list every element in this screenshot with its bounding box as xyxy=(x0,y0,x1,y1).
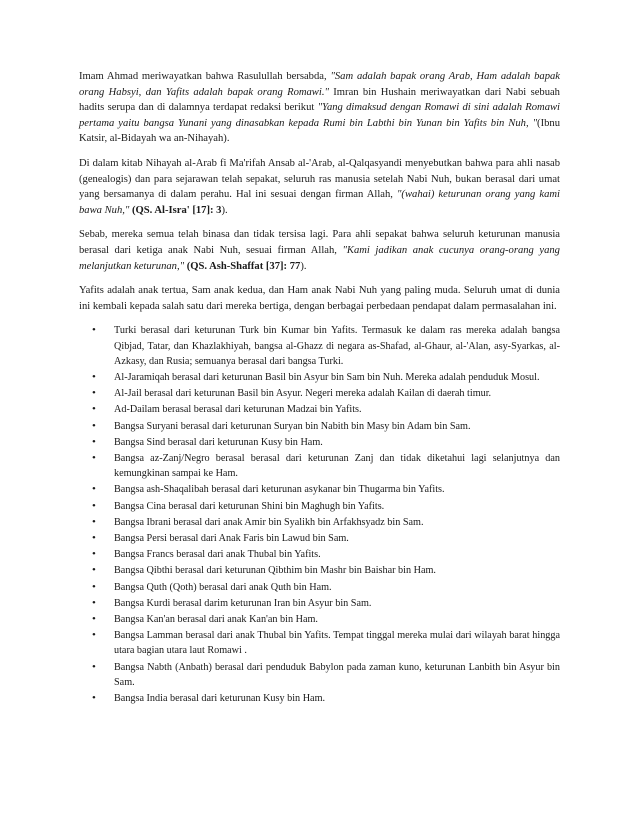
list-item-text: Turki berasal dari keturunan Turk bin Kumar bin Yafits. Termasuk ke dalam ras mereka adalah bangsa Qibjad, Tatar, dan Khazlakhiyah, bangsa al-Ghazz di negara as-Shafad, al-Ghaur, al-'Alan, asy-Syarkas, al-Azkasy, dan Rusia; semuanya berasal dari bangsa Turki. xyxy=(114,325,560,367)
p1-text-a: Imam Ahmad meriwayatkan bahwa Rasulullah bersabda, xyxy=(79,71,331,82)
bullet-icon: • xyxy=(92,324,96,337)
p3-quote: "Kami jadikan anak cucunya orang-orang yang melanjutkan keturunan," xyxy=(79,244,560,272)
list-item-text: Bangsa Cina berasal dari keturunan Shini bin Maghugh bin Yafits. xyxy=(114,500,385,512)
list-item-text: Ad-Dailam berasal berasal dari keturunan Madzai bin Yafits. xyxy=(114,404,362,416)
bullet-icon: • xyxy=(92,629,96,642)
list-item-text: Bangsa Lamman berasal dari anak Thubal bin Yafits. Tempat tinggal mereka mulai dari wilayah barat hingga utara bagian utara laut Romawi . xyxy=(114,630,560,657)
bullet-icon: • xyxy=(92,483,96,496)
p3-text-d: ). xyxy=(300,260,307,272)
list-item xyxy=(79,515,560,530)
list-item-text: Bangsa Kan'an berasal dari anak Kan'an bin Ham. xyxy=(114,613,318,625)
p2-quote: "(wahai) keturunan orang yang kami bawa Nuh," xyxy=(79,189,560,216)
bullet-icon: • xyxy=(92,419,96,432)
paragraph-2 xyxy=(79,156,560,218)
list-item-text: Bangsa Sind berasal dari keturunan Kusy bin Ham. xyxy=(114,436,323,448)
list-item xyxy=(79,612,560,627)
list-item xyxy=(79,386,560,401)
bullet-icon: • xyxy=(92,499,96,512)
bullet-icon: • xyxy=(92,435,96,448)
list-item-text: Bangsa Qibthi berasal dari keturunan Qibthim bin Mashr bin Baishar bin Ham. xyxy=(114,565,436,577)
list-item xyxy=(79,660,560,690)
list-item xyxy=(79,402,560,417)
bullet-icon: • xyxy=(92,403,96,416)
p2-text-d: ). xyxy=(221,204,228,216)
list-item-text: Bangsa az-Zanj/Negro berasal berasal dari keturunan Zanj dan tidak diketahui lagi selanjutnya dan kemungkinan sampai ke Ham. xyxy=(114,452,560,480)
bullet-icon: • xyxy=(92,596,96,609)
list-item xyxy=(79,482,560,497)
bullet-icon: • xyxy=(92,691,96,704)
list-item xyxy=(79,370,560,385)
list-item xyxy=(79,596,560,611)
p3-citation: (QS. Ash-Shaffat [37]: 77 xyxy=(184,260,301,272)
list-item xyxy=(79,547,560,562)
bullet-list xyxy=(79,323,560,706)
bullet-icon: • xyxy=(92,660,96,673)
list-item xyxy=(79,451,560,481)
bullet-icon: • xyxy=(92,451,96,464)
list-item xyxy=(79,323,560,369)
document-page xyxy=(79,69,560,707)
bullet-icon: • xyxy=(92,548,96,561)
bullet-icon: • xyxy=(92,564,96,577)
list-item xyxy=(79,580,560,595)
bullet-icon: • xyxy=(92,531,96,544)
bullet-icon: • xyxy=(92,387,96,400)
list-item-text: Bangsa Ibrani berasal dari anak Amir bin Syalikh bin Arfakhsyadz bin Sam. xyxy=(114,516,424,528)
p2-citation: (QS. Al-Isra' [17]: 3 xyxy=(129,204,222,216)
list-item xyxy=(79,628,560,658)
list-item-text: Bangsa Nabth (Anbath) berasal dari penduduk Babylon pada zaman kuno, keturunan Lanbith bin Asyur bin Sam. xyxy=(114,661,560,688)
bullet-icon: • xyxy=(92,515,96,528)
list-item-text: Bangsa Kurdi berasal darim keturunan Iran bin Asyur bin Sam. xyxy=(114,597,372,609)
paragraph-4: Yafits adalah anak tertua, Sam anak kedua, dan Ham anak Nabi Nuh yang paling muda. Seluruh umat di dunia ini kembali kepada salah satu dari mereka bertiga, dengan berbagai perbedaan pendapat dalam permasalahan ini. xyxy=(79,285,560,312)
list-item xyxy=(79,563,560,578)
p2-text-a: Di dalam kitab Nihayah al-Arab fi Ma'rifah Ansab al-'Arab, al-Qalqasyandi menyebutkan bahwa para ahli nasab (genealogis) dan para sejarawan telah sepakat, seluruh ras manusia setelah Nabi Nuh, bukan berasal dari umat yang bersamanya di dalam perahu. Hal ini sesuai dengan firman Allah, xyxy=(79,157,560,201)
bullet-icon: • xyxy=(92,612,96,625)
list-item xyxy=(79,499,560,514)
list-item-text: Bangsa ash-Shaqalibah berasal dari keturunan asykanar bin Thugarma bin Yafits. xyxy=(114,484,445,496)
list-item xyxy=(79,419,560,434)
p3-text-a: Sebab, mereka semua telah binasa dan tidak tersisa lagi. Para ahli sepakat bahwa seluruh keturunan manusia berasal dari ketiga anak Nabi Nuh, sesuai firman Allah, xyxy=(79,229,560,256)
list-item-text: Bangsa Suryani berasal dari keturunan Suryan bin Nabith bin Masy bin Adam bin Sam. xyxy=(114,420,471,432)
bullet-icon: • xyxy=(92,370,96,383)
list-item xyxy=(79,435,560,450)
p1-quote-romawi: "Yang dimaksud dengan Romawi di sini adalah Romawi pertama yaitu bangsa Yunani yang dinasabkan kepada Rumi bin Labthi bin Yunan bin Yafits bin Nuh, " xyxy=(79,102,560,129)
p1-quote-hadith: "Sam adalah bapak orang Arab, Ham adalah bapak orang Habsyi, dan Yafits adalah bapak orang Romawi." xyxy=(79,71,560,98)
p1-text-c: Imran bin Hushain meriwayatkan dari Nabi sebuah hadits serupa dan di dalamnya terdapat redaksi berikut xyxy=(79,86,560,114)
list-item-text: Bangsa Francs berasal dari anak Thubal bin Yafits. xyxy=(114,549,321,561)
bullet-icon: • xyxy=(92,580,96,593)
paragraph-1 xyxy=(79,69,560,147)
list-item-text: Bangsa Persi berasal dari Anak Faris bin Lawud bin Sam. xyxy=(114,532,349,544)
p1-citation: (Ibnu Katsir, al-Bidayah wa an-Nihayah). xyxy=(79,117,560,145)
list-item-text: Al-Jail berasal dari keturunan Basil bin Asyur. Negeri mereka adalah Kailan di daerah timur. xyxy=(114,388,492,400)
list-item-text: Bangsa India berasal dari keturunan Kusy bin Ham. xyxy=(114,692,326,704)
list-item xyxy=(79,531,560,546)
list-item-text: Bangsa Quth (Qoth) berasal dari anak Quth bin Ham. xyxy=(114,581,332,593)
paragraph-3 xyxy=(79,227,560,274)
list-item xyxy=(79,691,560,706)
list-item-text: Al-Jaramiqah berasal dari keturunan Basil bin Asyur bin Sam bin Nuh. Mereka adalah penduduk Mosul. xyxy=(114,371,540,383)
